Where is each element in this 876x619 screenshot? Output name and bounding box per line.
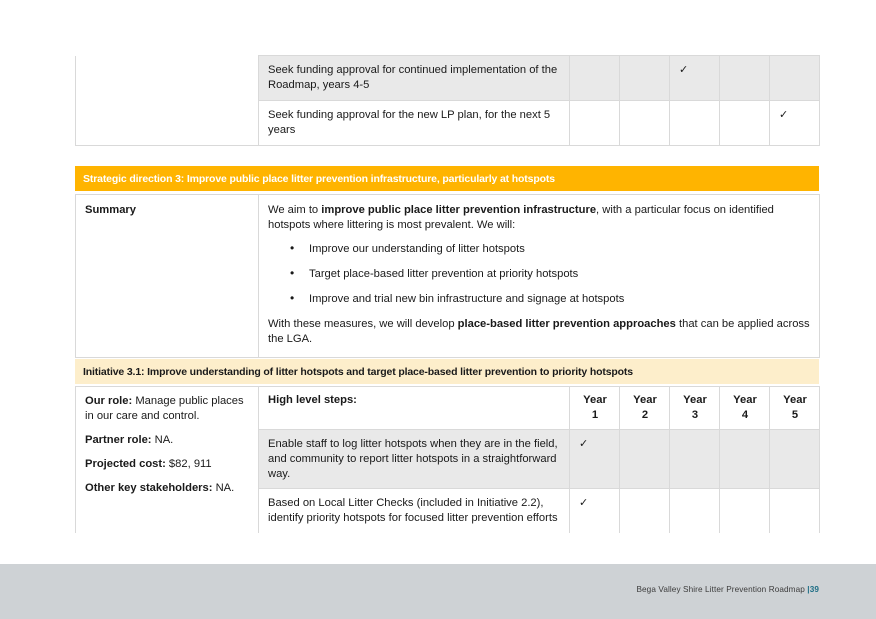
year-3-cell <box>670 429 720 489</box>
closing-suffix: that can be applied across the LGA. <box>268 318 810 346</box>
list-item: • Improve our understanding of litter hotspots <box>303 242 810 257</box>
initiative-table <box>75 386 820 533</box>
year-1-cell <box>570 429 620 489</box>
year-3-cell <box>670 489 720 533</box>
our-role-value: Manage public places in our care and control. <box>85 395 244 422</box>
year-4-cell <box>720 100 770 145</box>
summary-label: Summary <box>76 195 259 358</box>
footer-title: Bega Valley Shire Litter Prevention Roadmap <box>636 585 808 594</box>
closing-bold: place-based litter prevention approaches <box>457 318 676 331</box>
column-header-year-2: Year 2 <box>620 387 670 430</box>
footer <box>636 585 819 594</box>
partner-role-label: Partner role: <box>85 433 152 446</box>
strategic-direction-banner <box>75 166 819 191</box>
list-item: • Improve and trial new bin infrastructure and signage at hotspots <box>303 292 810 307</box>
initiative-banner-label: Initiative 3.1: Improve understanding of litter hotspots and target place-based litter prevention to priority hotspots <box>83 365 633 378</box>
table-header-row <box>76 387 820 430</box>
check-icon: ✓ <box>579 497 589 510</box>
summary-table <box>75 194 820 358</box>
year-2-cell <box>620 489 670 533</box>
year-5-cell <box>770 56 820 101</box>
projected-cost-value: $82, 911 <box>165 457 212 470</box>
intro-suffix: , with a particular focus on identified hotspots where littering is most prevalent. We will: <box>268 204 774 231</box>
intro-prefix: We aim to <box>268 204 322 216</box>
other-stakeholders-value: NA. <box>212 481 235 494</box>
partner-role-value: NA. <box>151 433 174 446</box>
intro-bold: improve public place litter prevention infrastructure <box>321 204 597 216</box>
initiative-banner <box>75 359 819 384</box>
year-4-cell <box>720 56 770 101</box>
projected-cost-line <box>85 457 249 472</box>
column-header-year-1: Year 1 <box>570 387 620 430</box>
continuation-table <box>75 55 820 146</box>
summary-body <box>268 203 810 347</box>
year-5-cell <box>770 489 820 533</box>
summary-closing-paragraph <box>268 317 810 347</box>
column-header-year-5: Year 5 <box>770 387 820 430</box>
role-cell <box>76 387 259 534</box>
column-header-year-4: Year 4 <box>720 387 770 430</box>
year-3-cell <box>670 56 720 101</box>
year-5-cell <box>770 429 820 489</box>
check-icon: ✓ <box>579 437 589 450</box>
table-row <box>76 56 820 101</box>
year-5-cell <box>770 100 820 145</box>
table-row <box>76 195 820 358</box>
column-header-steps: High level steps: <box>259 387 570 430</box>
step-cell: Seek funding approval for the new LP plan, for the next 5 years <box>259 100 570 145</box>
year-4-cell <box>720 429 770 489</box>
summary-body-cell <box>259 195 820 358</box>
other-stakeholders-label: Other key stakeholders: <box>85 481 213 494</box>
page-number: |39 <box>807 585 819 594</box>
our-role-line <box>85 394 249 424</box>
step-cell: Seek funding approval for continued implementation of the Roadmap, years 4-5 <box>259 56 570 101</box>
year-1-cell <box>570 56 620 101</box>
year-2-cell <box>620 56 670 101</box>
our-role-label: Our role: <box>85 395 133 407</box>
projected-cost-label: Projected cost: <box>85 457 166 470</box>
check-icon: ✓ <box>779 108 789 121</box>
role-cell-continued <box>76 56 259 146</box>
strategic-direction-banner-label: Strategic direction 3: Improve public place litter prevention infrastructure, particularly at hotspots <box>83 172 555 185</box>
step-cell: Enable staff to log litter hotspots when they are in the field, and community to report litter hotspots in a straightforward way. <box>259 429 570 489</box>
step-cell: Based on Local Litter Checks (included in Initiative 2.2), identify priority hotspots for focused litter prevention efforts <box>259 489 570 533</box>
year-2-cell <box>620 100 670 145</box>
summary-bullet-list <box>268 242 810 307</box>
partner-role-line <box>85 433 249 448</box>
closing-prefix: With these measures, we will develop <box>268 318 458 331</box>
list-item: • Target place-based litter prevention at priority hotspots <box>303 267 810 282</box>
year-4-cell <box>720 489 770 533</box>
year-2-cell <box>620 429 670 489</box>
year-1-cell <box>570 100 620 145</box>
check-icon: ✓ <box>679 64 689 76</box>
column-header-year-3: Year 3 <box>670 387 720 430</box>
other-stakeholders-line <box>85 481 249 496</box>
year-1-cell <box>570 489 620 533</box>
summary-intro-paragraph <box>268 203 810 233</box>
year-3-cell <box>670 100 720 145</box>
